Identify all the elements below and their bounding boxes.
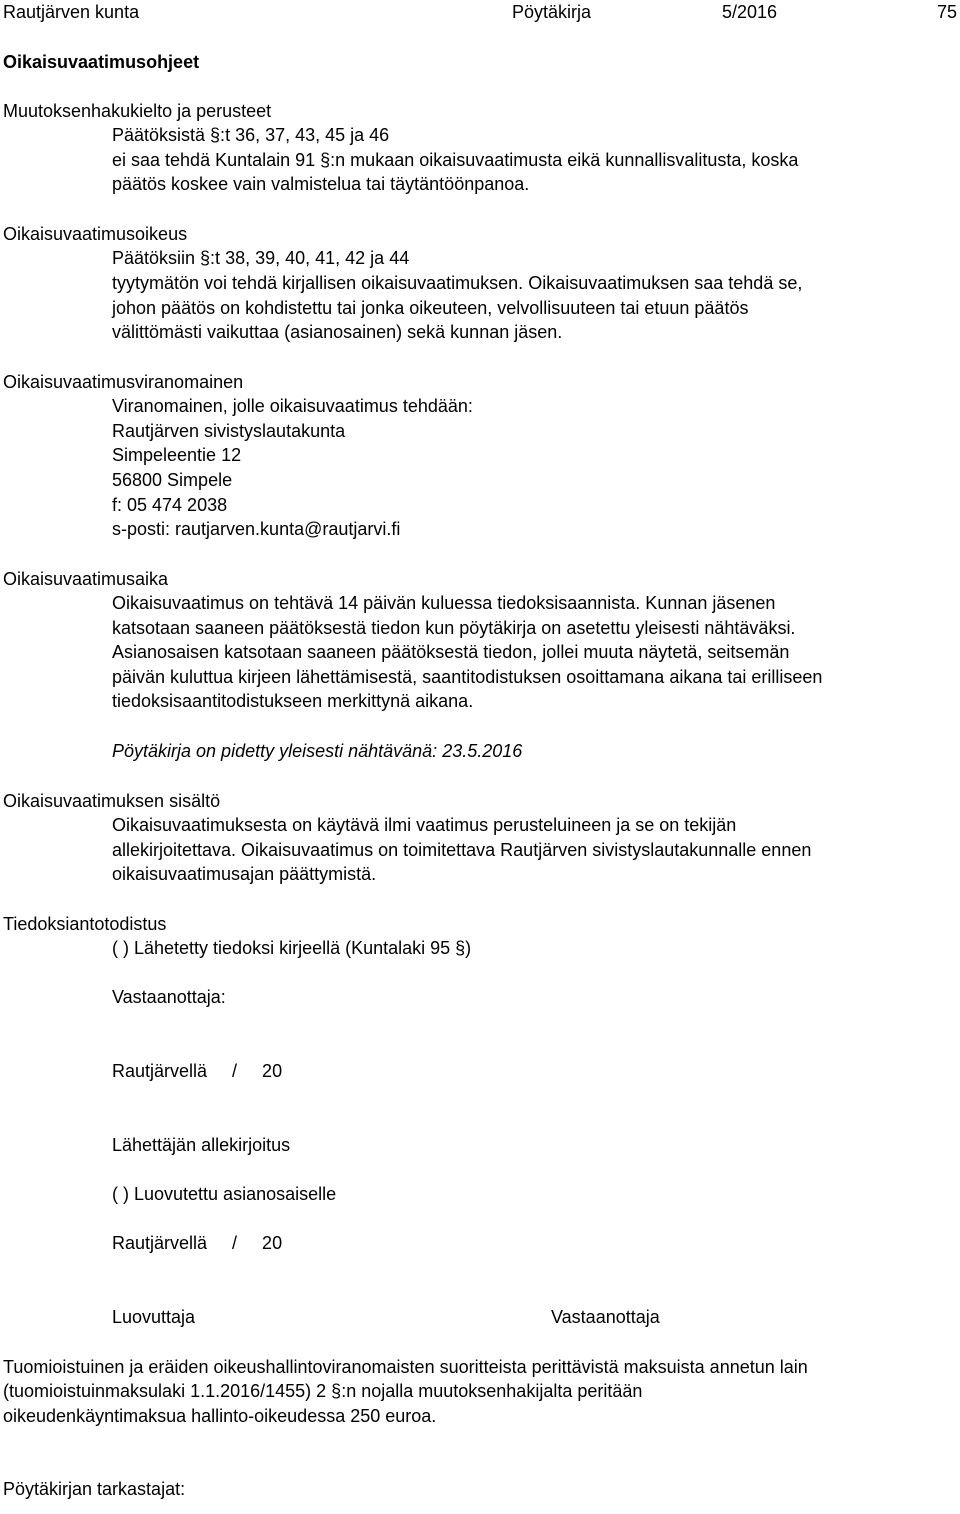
authority-street: Simpeleentie 12 [112, 445, 242, 465]
place-date-line: Rautjärvellä / 20 [112, 1061, 283, 1081]
fee-paragraph-line: oikeudenkäyntimaksua hallinto-oikeudessa 250 euroa. [3, 1406, 437, 1426]
paragraph-line: Päätöksistä §:t 36, 37, 43, 45 ja 46 [112, 125, 390, 145]
page-title: Oikaisuvaatimusohjeet [3, 52, 200, 72]
page-number: 75 [937, 2, 958, 22]
paragraph-line: tiedoksisaantitodistukseen merkittynä aikana. [112, 691, 474, 711]
paragraph-line: Oikaisuvaatimus on tehtävä 14 päivän kuluessa tiedoksisaannista. Kunnan jäsenen [112, 593, 776, 613]
sent-by-letter-option: ( ) Lähetetty tiedoksi kirjeellä (Kuntalaki 95 §) [112, 938, 472, 958]
handed-over-option: ( ) Luovutettu asianosaiselle [112, 1184, 337, 1204]
paragraph-line: Asianosaisen katsotaan saaneen päätöksestä tiedon, jollei muuta näytetä, seitsemän [112, 642, 790, 662]
fee-paragraph-line: Tuomioistuinen ja eräiden oikeushallintoviranomaisten suoritteista perittävistä maksuista annetun lain [3, 1357, 808, 1377]
paragraph-line: oikaisuvaatimusajan päättymistä. [112, 864, 377, 884]
municipality-name: Rautjärven kunta [3, 2, 140, 22]
section-heading-oikaisuvaatimusoikeus: Oikaisuvaatimusoikeus [3, 224, 188, 244]
section-heading-tiedoksiantotodistus: Tiedoksiantotodistus [3, 914, 167, 934]
section-heading-aika: Oikaisuvaatimusaika [3, 569, 169, 589]
authority-line: Viranomainen, jolle oikaisuvaatimus tehdään: [112, 396, 473, 416]
sender-signature-label: Lähettäjän allekirjoitus [112, 1135, 291, 1155]
authority-name: Rautjärven sivistyslautakunta [112, 421, 346, 441]
paragraph-line: Päätöksiin §:t 38, 39, 40, 41, 42 ja 44 [112, 248, 410, 268]
section-heading-muutoksenhakukielto: Muutoksenhakukielto ja perusteet [3, 101, 272, 121]
paragraph-line: ei saa tehdä Kuntalain 91 §:n mukaan oikaisuvaatimusta eikä kunnallisvalitusta, koska [112, 150, 799, 170]
paragraph-line: johon päätös on kohdistettu tai jonka oikeuteen, velvollisuuteen tai etuun päätös [112, 298, 749, 318]
paragraph-line: tyytymätön voi tehdä kirjallisen oikaisuvaatimuksen. Oikaisuvaatimuksen saa tehdä se, [112, 273, 803, 293]
paragraph-line: päätös koskee vain valmistelua tai täytäntöönpanoa. [112, 174, 530, 194]
paragraph-line: katsotaan saaneen päätöksestä tiedon kun pöytäkirja on asetettu yleisesti nähtäväksi. [112, 618, 796, 638]
fee-paragraph-line: (tuomioistuinmaksulaki 1.1.2016/1455) 2 §:n nojalla muutoksenhakijalta peritään [3, 1381, 643, 1401]
paragraph-line: allekirjoitettava. Oikaisuvaatimus on toimitettava Rautjärven sivistyslautakunnalle ennen [112, 840, 812, 860]
section-heading-sisalto: Oikaisuvaatimuksen sisältö [3, 791, 221, 811]
received-by-label: Vastaanottaja [551, 1307, 660, 1327]
authority-postcode: 56800 Simpele [112, 470, 233, 490]
public-notice: Pöytäkirja on pidetty yleisesti nähtävänä: 23.5.2016 [112, 741, 523, 761]
place-date-line: Rautjärvellä / 20 [112, 1233, 283, 1253]
paragraph-line: välittömästi vaikuttaa (asianosainen) sekä kunnan jäsen. [112, 322, 563, 342]
document-type: Pöytäkirja [512, 2, 592, 22]
section-heading-viranomainen: Oikaisuvaatimusviranomainen [3, 372, 244, 392]
document-number: 5/2016 [722, 2, 778, 22]
handed-by-label: Luovuttaja [112, 1307, 196, 1327]
paragraph-line: päivän kuluttua kirjeen lähettämisestä, saantitodistuksen osoittamana aikana tai erilliseen [112, 667, 823, 687]
authority-email: s-posti: rautjarven.kunta@rautjarvi.fi [112, 519, 401, 539]
reviewers-label: Pöytäkirjan tarkastajat: [3, 1479, 186, 1499]
paragraph-line: Oikaisuvaatimuksesta on käytävä ilmi vaatimus perusteluineen ja se on tekijän [112, 815, 737, 835]
recipient-label: Vastaanottaja: [112, 987, 226, 1007]
authority-fax: f: 05 474 2038 [112, 495, 228, 515]
